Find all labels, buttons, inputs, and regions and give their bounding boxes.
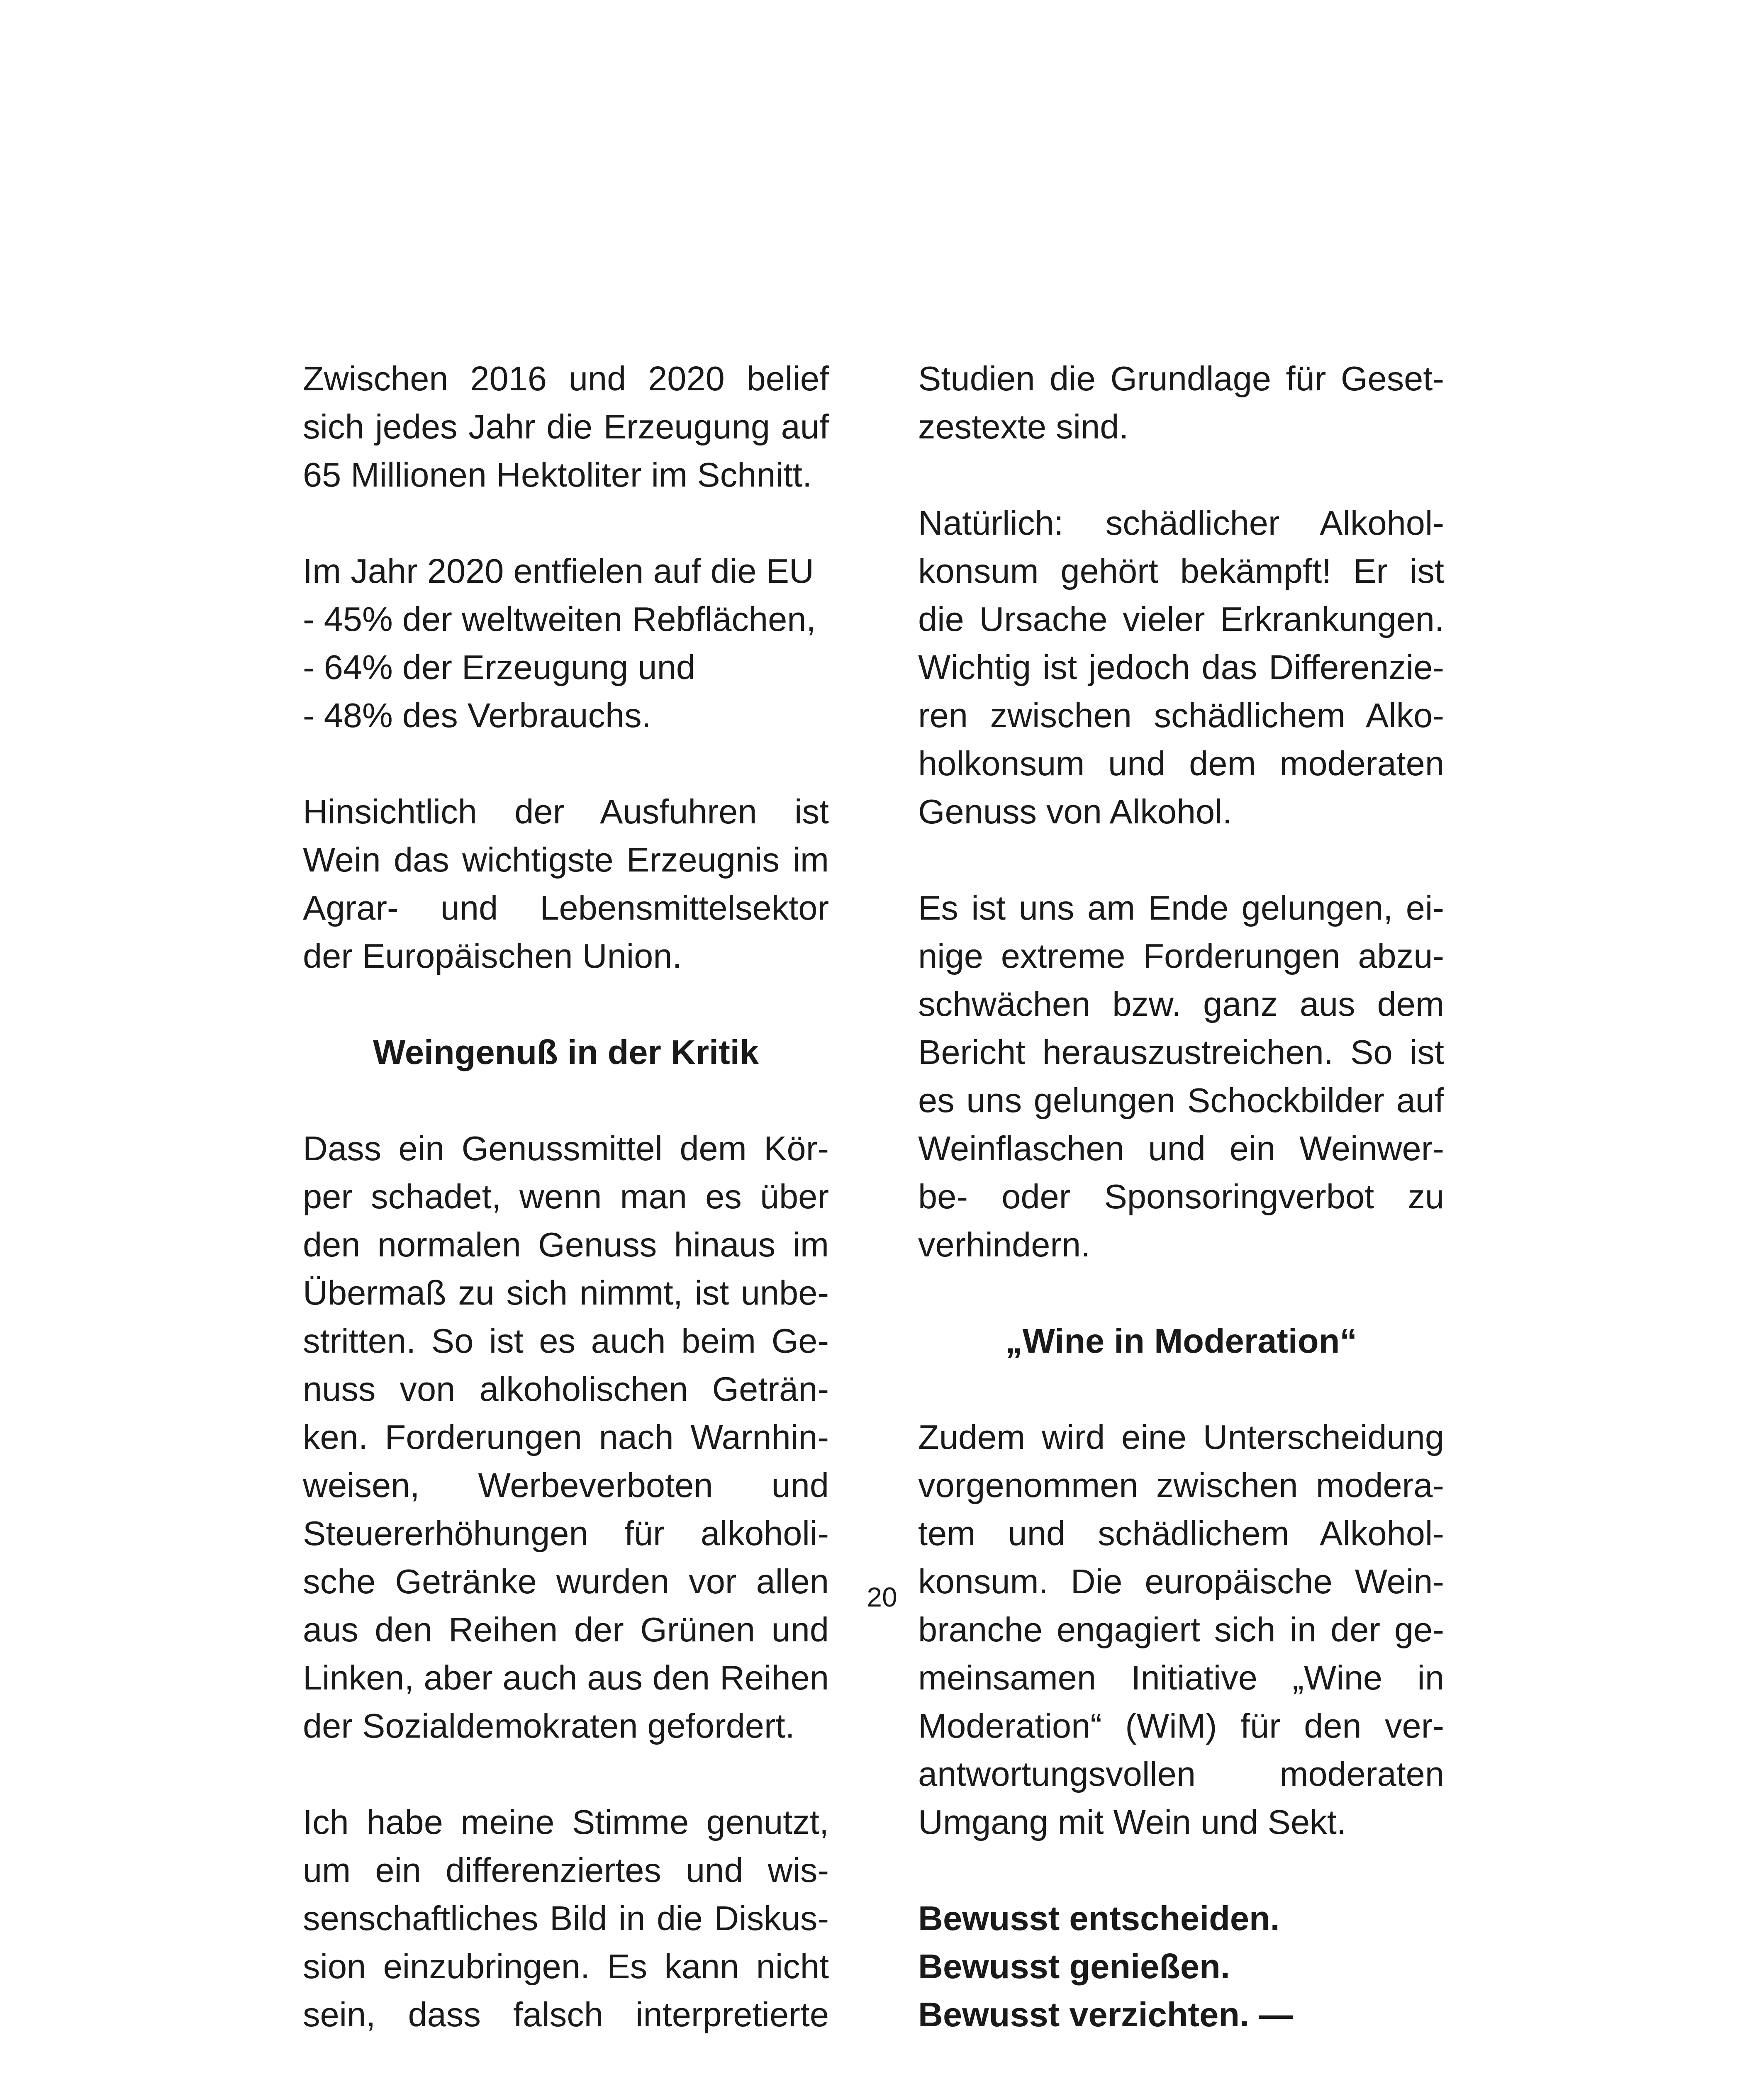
text-line: Bericht herauszustreichen. So ist [918, 1033, 1444, 1071]
list-item: - 48% des Verbrauchs. [303, 696, 651, 735]
text-line: Studien die Grundlage für Geset- [918, 359, 1444, 398]
text-line: Natürlich: schädlicher Alkohol- [918, 504, 1444, 542]
text-line: 65 Millionen Hektoliter im Schnitt. [303, 455, 812, 494]
text-line: vorgenommen zwischen modera- [918, 1466, 1444, 1504]
text-line: ren zwischen schädlichem Alko- [918, 696, 1444, 735]
text-line: per schadet, wenn man es über [303, 1177, 829, 1216]
paragraph-success [918, 884, 1444, 1269]
text-line: ken. Forderungen nach Warnhin- [303, 1418, 829, 1456]
text-line: meinsamen Initiative „Wine in [918, 1658, 1444, 1697]
text-line: Hinsichtlich der Ausfuhren ist [303, 792, 829, 831]
page-number: 20 [867, 1582, 897, 1612]
text-line: senschaftliches Bild in die Diskus- [303, 1899, 829, 1938]
paragraph-criticism [303, 1125, 829, 1750]
text-line: weisen, Werbeverboten und [303, 1466, 829, 1504]
paragraph-my-vote [303, 1798, 829, 2039]
section-heading-criticism: Weingenuß in der Kritik [373, 1033, 759, 1071]
text-line: konsum gehört bekämpft! Er ist [918, 552, 1444, 590]
text-line: der Europäischen Union. [303, 937, 682, 975]
paragraph-production [303, 355, 829, 499]
text-line: Weinflaschen und ein Weinwer- [918, 1129, 1444, 1168]
text-line: Ich habe meine Stimme genutzt, [303, 1803, 829, 1841]
text-line: Wein das wichtigste Erzeugnis im [303, 840, 829, 879]
text-line: der Sozialdemokraten gefordert. [303, 1706, 795, 1745]
text-line: tem und schädlichem Alkohol- [918, 1514, 1444, 1553]
left-column [303, 355, 829, 2074]
list-item: - 45% der weltweiten Rebflächen, [303, 600, 816, 638]
closing-line: Bewusst verzichten. — [918, 1995, 1294, 2034]
text-line: schwächen bzw. ganz aus dem [918, 985, 1444, 1023]
text-line: sein, dass falsch interpretierte [303, 1995, 829, 2034]
right-column [918, 355, 1444, 2074]
text-line: um ein differenziertes und wis- [303, 1851, 829, 1889]
text-line: es uns gelungen Schockbilder auf [918, 1081, 1444, 1120]
text-line: be- oder Sponsoringverbot zu [918, 1177, 1444, 1216]
text-line: sion einzubringen. Es kann nicht [303, 1947, 829, 1986]
text-line: Genuss von Alkohol. [918, 792, 1232, 831]
text-line: holkonsum und dem moderaten [918, 744, 1444, 783]
text-line: stritten. So ist es auch beim Ge- [303, 1322, 829, 1360]
text-line: konsum. Die europäische Wein- [918, 1562, 1444, 1601]
text-line: Dass ein Genussmittel dem Kör- [303, 1129, 829, 1168]
text-line: sich jedes Jahr die Erzeugung auf [303, 407, 829, 446]
paragraph-eu-shares [303, 547, 829, 740]
text-line: antwortungsvollen moderaten [918, 1755, 1444, 1793]
text-line: Linken, aber auch aus den Reihen [303, 1658, 829, 1697]
paragraph-exports [303, 788, 829, 980]
text-line: Moderation“ (WiM) für den ver- [918, 1706, 1444, 1745]
text-line: Agrar- und Lebensmittelsektor [303, 889, 829, 927]
paragraph-studies [918, 355, 1444, 451]
text-line: Zudem wird eine Unterscheidung [918, 1418, 1444, 1456]
paragraph-wim [918, 1413, 1444, 1846]
text-line: zestexte sind. [918, 407, 1129, 446]
text-line: aus den Reihen der Grünen und [303, 1610, 829, 1649]
text-line: Zwischen 2016 und 2020 belief [303, 359, 829, 398]
text-line: branche engagiert sich in der ge- [918, 1610, 1444, 1649]
closing-line: Bewusst entscheiden. [918, 1899, 1280, 1938]
section-heading-wine-in-moderation: „Wine in Moderation“ [1005, 1322, 1357, 1360]
text-line: den normalen Genuss hinaus im [303, 1225, 829, 1264]
list-item: - 64% der Erzeugung und [303, 648, 695, 686]
text-line: Es ist uns am Ende gelungen, ei- [918, 889, 1444, 927]
closing-statement [918, 1894, 1444, 2039]
text-line: sche Getränke wurden vor allen [303, 1562, 829, 1601]
text-line: die Ursache vieler Erkrankungen. [918, 600, 1444, 638]
closing-line: Bewusst genießen. [918, 1947, 1230, 1986]
text-line: nuss von alkoholischen Geträn- [303, 1370, 829, 1408]
paragraph-harmful-consumption [918, 499, 1444, 836]
text-line: Im Jahr 2020 entfielen auf die EU [303, 552, 814, 590]
text-line: nige extreme Forderungen abzu- [918, 937, 1444, 975]
text-line: Steuererhöhungen für alkoholi- [303, 1514, 829, 1553]
text-line: Umgang mit Wein und Sekt. [918, 1803, 1346, 1841]
text-line: Übermaß zu sich nimmt, ist unbe- [303, 1273, 829, 1312]
text-line: Wichtig ist jedoch das Differenzie- [918, 648, 1444, 686]
text-line: verhindern. [918, 1225, 1091, 1264]
